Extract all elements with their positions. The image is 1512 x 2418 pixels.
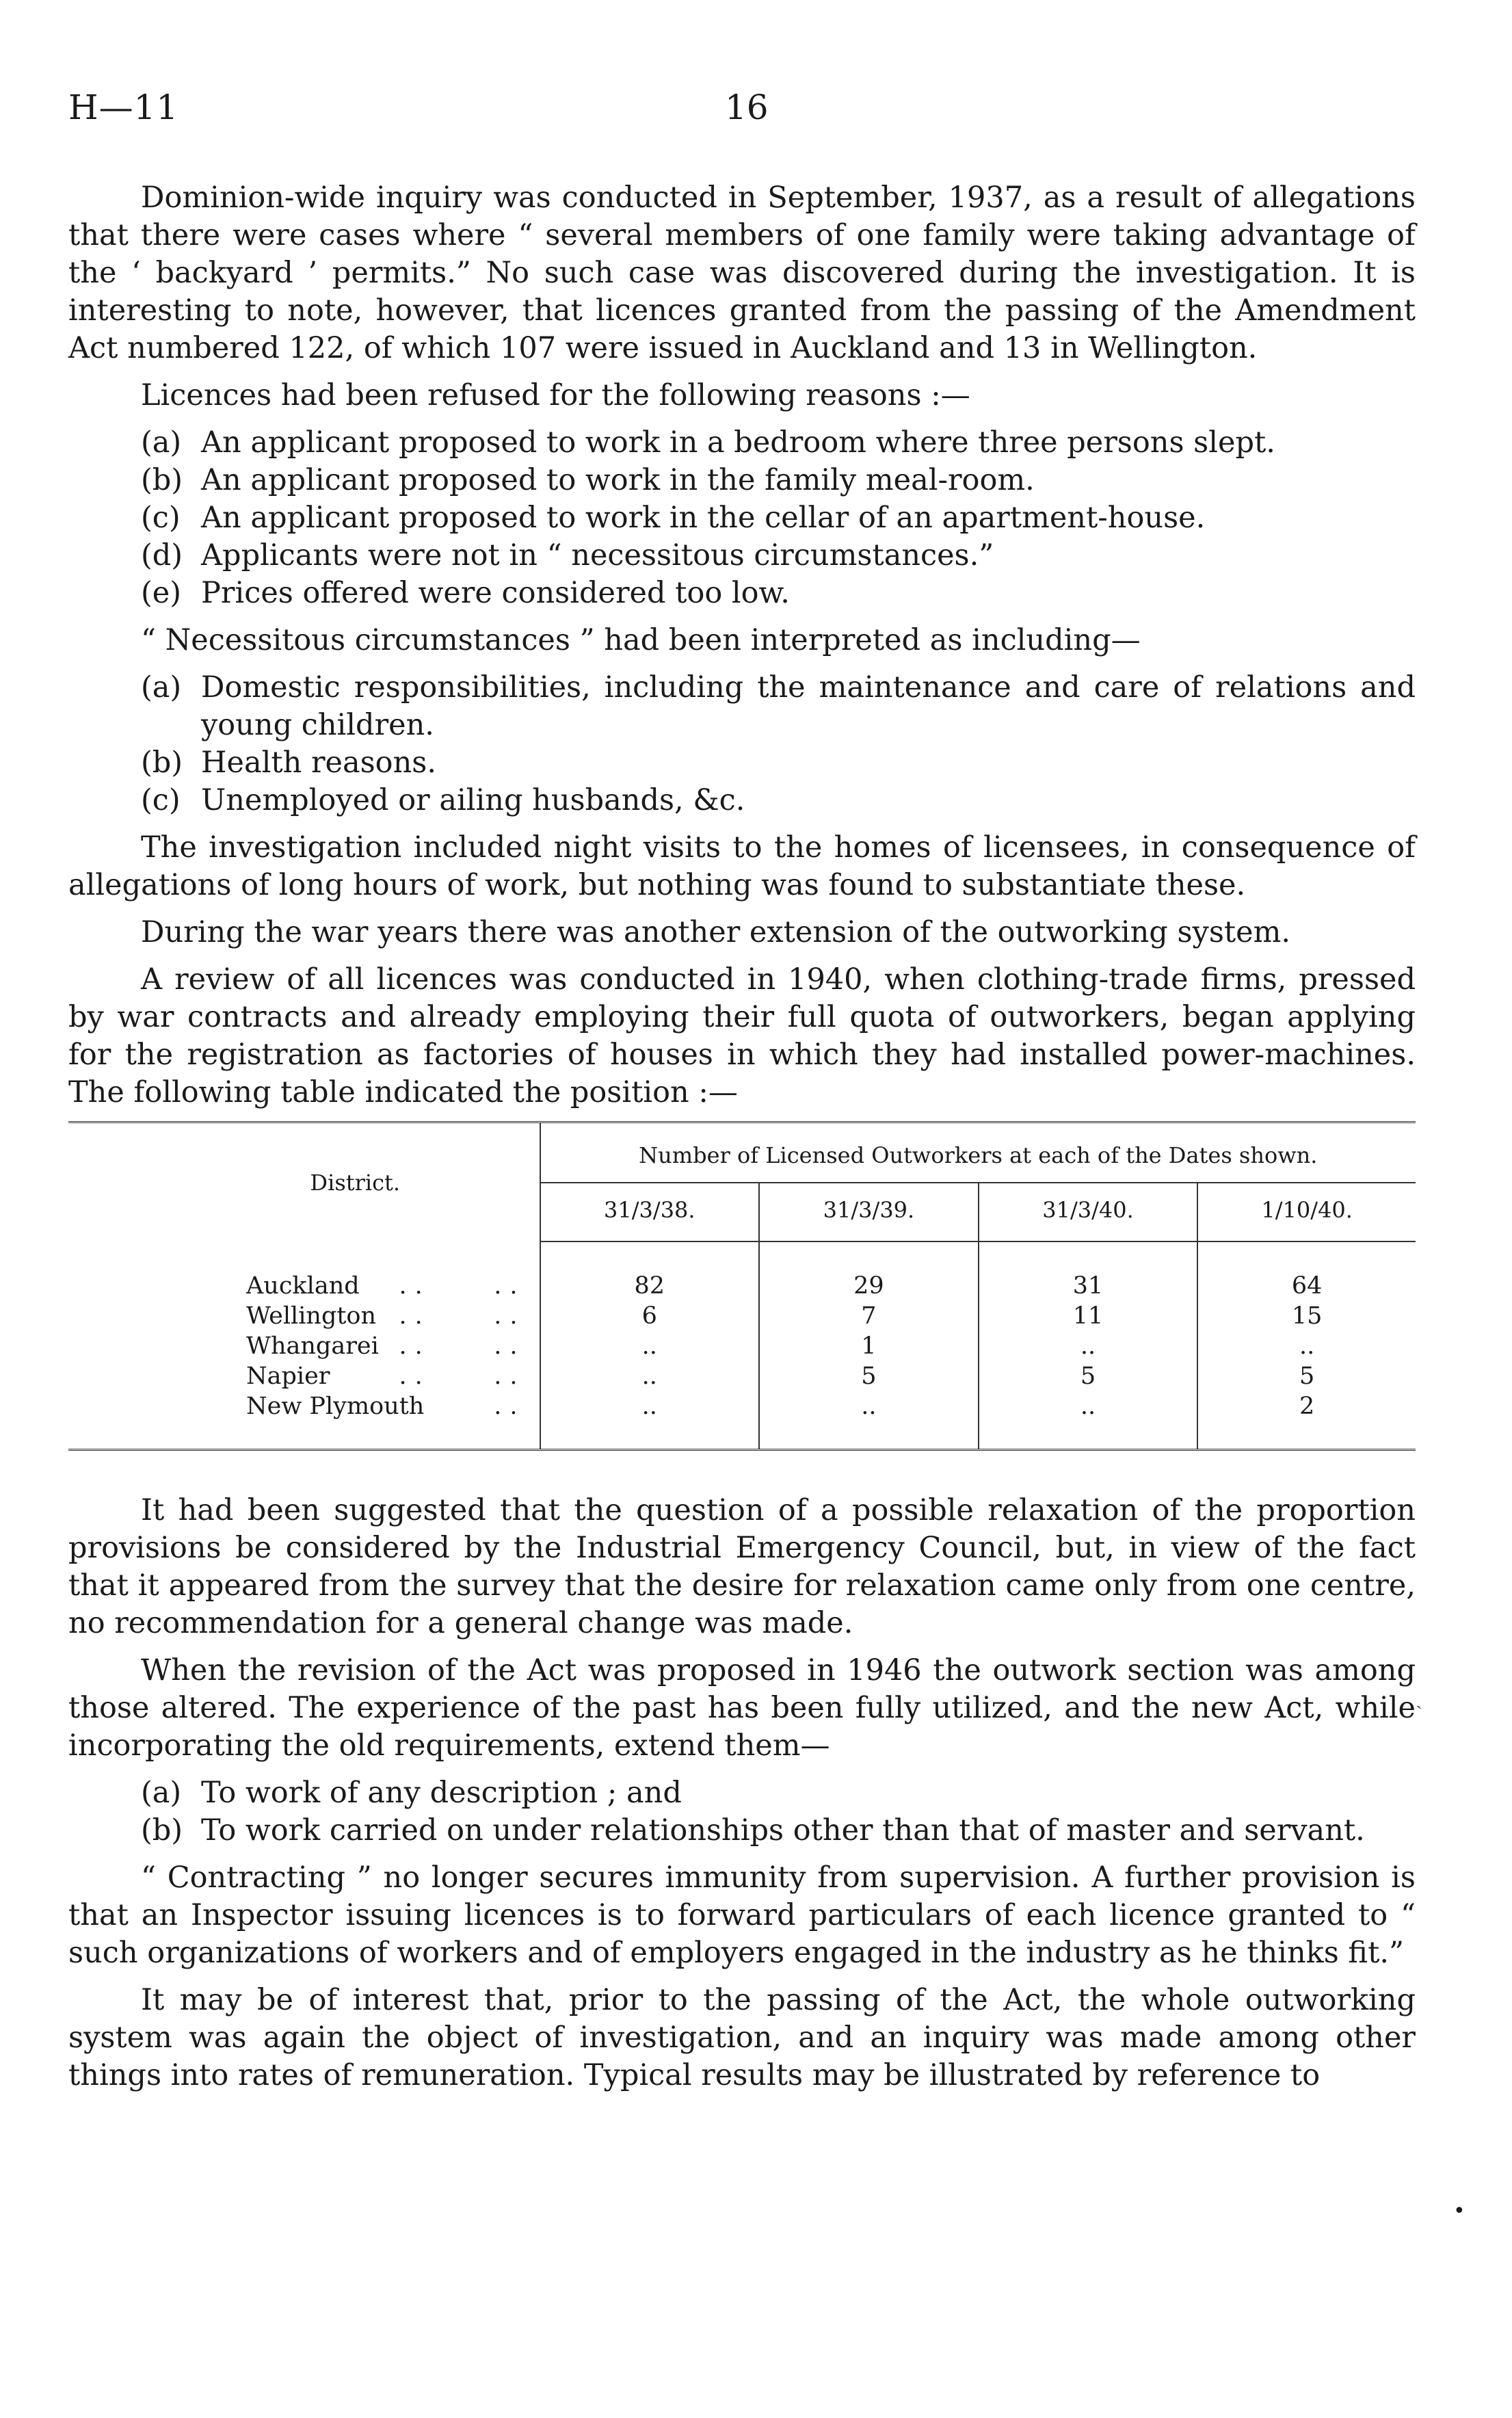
- paragraph-remuneration: It may be of interest that, prior to the passing of the Act, the whole outworking system was again the object of investigation, and an inquiry was made among other things into rates of remuneration. Typical results may be illustrated by reference to: [68, 1983, 1416, 2092]
- document-body: [68, 179, 1416, 2104]
- value-cell: ..: [979, 1331, 1198, 1361]
- value-cell: 6: [540, 1301, 760, 1331]
- page-header: [68, 88, 1416, 135]
- value-cell: 64: [1291, 1272, 1323, 1300]
- value-cell: ..: [979, 1391, 1198, 1450]
- district-cell: New Plymouth ..: [68, 1391, 540, 1450]
- district-cell: Auckland .. ..: [68, 1241, 540, 1301]
- value-cell: 82: [540, 1241, 760, 1301]
- table-row: [68, 1331, 1416, 1361]
- paragraph-relaxation: It had been suggested that the question of a possible relaxation of the proportion provisions be considered by the Industrial Emergency Council, but, in view of the fact that it appeared from the survey that the desire for relaxation came only from one centre, no recommendation for a general change was made.: [68, 1493, 1416, 1640]
- paragraph-revision-1946: When the revision of the Act was proposed in 1946 the outwork section was among those altered. The experience of the past has been fully utilized, and the new Act, while incorporating the old requirements, extend them—: [68, 1653, 1416, 1763]
- district-cell: Wellington .. ..: [68, 1301, 540, 1331]
- date-column-header: 31/3/40.: [979, 1183, 1198, 1241]
- value-cell: 1: [759, 1331, 979, 1361]
- list-item: (b) An applicant proposed to work in the family meal-room.: [141, 463, 1035, 497]
- value-cell: 29: [759, 1241, 979, 1301]
- paragraph-night-visits: The investigation included night visits to the homes of licensees, in consequence of allegations of long hours of work, but nothing was found to substantiate these.: [68, 830, 1416, 902]
- scan-mark: ˏ: [1416, 1686, 1422, 1710]
- extension-list: [68, 1774, 1416, 1850]
- document-reference: H—11: [68, 88, 179, 127]
- value-cell: 5: [759, 1361, 979, 1391]
- list-item: (a) An applicant proposed to work in a bedroom where three persons slept.: [141, 425, 1275, 460]
- list-item: (c) An applicant proposed to work in the cellar of an apartment-house.: [141, 501, 1206, 535]
- dates-group-header: Number of Licensed Outworkers at each of the Dates shown.: [540, 1122, 1416, 1183]
- date-column-header: 31/3/39.: [759, 1183, 979, 1241]
- value-cell: ..: [540, 1391, 760, 1450]
- date-column-header: 1/10/40.: [1197, 1183, 1416, 1241]
- dot-leader: .. ..: [399, 1332, 526, 1360]
- table-row: [68, 1241, 1416, 1301]
- dot-leader: .. ..: [399, 1302, 526, 1330]
- list-item: (b) To work carried on under relationships other than that of master and servant.: [141, 1813, 1365, 1848]
- paragraph-war-years: During the war years there was another extension of the outworking system.: [141, 915, 1291, 949]
- dot-leader: ..: [494, 1393, 526, 1420]
- value-cell: 11: [979, 1301, 1198, 1331]
- value-cell: ..: [540, 1361, 760, 1391]
- paragraph-inquiry-1937: Dominion-wide inquiry was conducted in September, 1937, as a result of allegations that there were cases where “ several members of one family were taking advantage of the ‘ backyard ’ permits.” No such case was discovered during the investigation. It is interesting to note, however, that licences granted from the passing of the Amendment Act numbered 122, of which 107 were issued in Auckland and 13 in Wellington.: [68, 181, 1416, 365]
- value-cell: 5: [979, 1361, 1198, 1391]
- list-item: (c) Unemployed or ailing husbands, &c.: [141, 783, 745, 817]
- paragraph-review-1940: A review of all licences was conducted in 1940, when clothing-trade firms, pressed by war contracts and already employing their full quota of outworkers, began applying for the registration as factories of houses in which they had installed power-machines. The following table indicated the position :—: [68, 962, 1416, 1109]
- date-column-header: 31/3/38.: [540, 1183, 760, 1241]
- necessitous-list: [68, 669, 1416, 819]
- refusal-reasons-list: [68, 424, 1416, 612]
- value-cell: ..: [759, 1391, 979, 1450]
- district-column-header: District.: [68, 1122, 540, 1242]
- scan-bullet-mark: •: [1453, 2199, 1465, 2223]
- value-cell: ..: [540, 1331, 760, 1361]
- outworkers-table-wrapper: [68, 1121, 1416, 1451]
- district-cell: Whangarei .. ..: [68, 1331, 540, 1361]
- table-row: [68, 1361, 1416, 1391]
- list-item: (d) Applicants were not in “ necessitous circumstances.”: [141, 538, 994, 573]
- dot-leader: .. ..: [399, 1363, 526, 1390]
- value-cell: 7: [759, 1301, 979, 1331]
- list-item: (a) Domestic responsibilities, including the maintenance and care of relations and young children.: [141, 670, 1416, 742]
- outworkers-table: [68, 1121, 1416, 1451]
- list-item: (e) Prices offered were considered too low.: [141, 576, 790, 610]
- district-cell: Napier .. ..: [68, 1361, 540, 1391]
- list-item: (a) To work of any description ; and: [141, 1776, 682, 1810]
- value-cell: ..: [1299, 1332, 1315, 1360]
- value-cell: 31: [979, 1241, 1198, 1301]
- paragraph-necessitous-intro: “ Necessitous circumstances ” had been interpreted as including—: [141, 623, 1141, 657]
- table-row: [68, 1301, 1416, 1331]
- paragraph-refusal-intro: Licences had been refused for the following reasons :—: [141, 378, 970, 412]
- value-cell: 5: [1299, 1363, 1315, 1390]
- table-row: [68, 1391, 1416, 1450]
- paragraph-contracting: “ Contracting ” no longer secures immunity from supervision. A further provision is that an Inspector issuing licences is to forward particulars of each licence granted to “ such organizations of workers and of employers engaged in the industry as he thinks fit.”: [68, 1861, 1416, 1970]
- page-number: 16: [725, 88, 769, 127]
- value-cell: 2: [1299, 1393, 1315, 1420]
- dot-leader: .. ..: [399, 1272, 526, 1300]
- value-cell: 15: [1291, 1302, 1323, 1330]
- list-item: (b) Health reasons.: [141, 746, 436, 780]
